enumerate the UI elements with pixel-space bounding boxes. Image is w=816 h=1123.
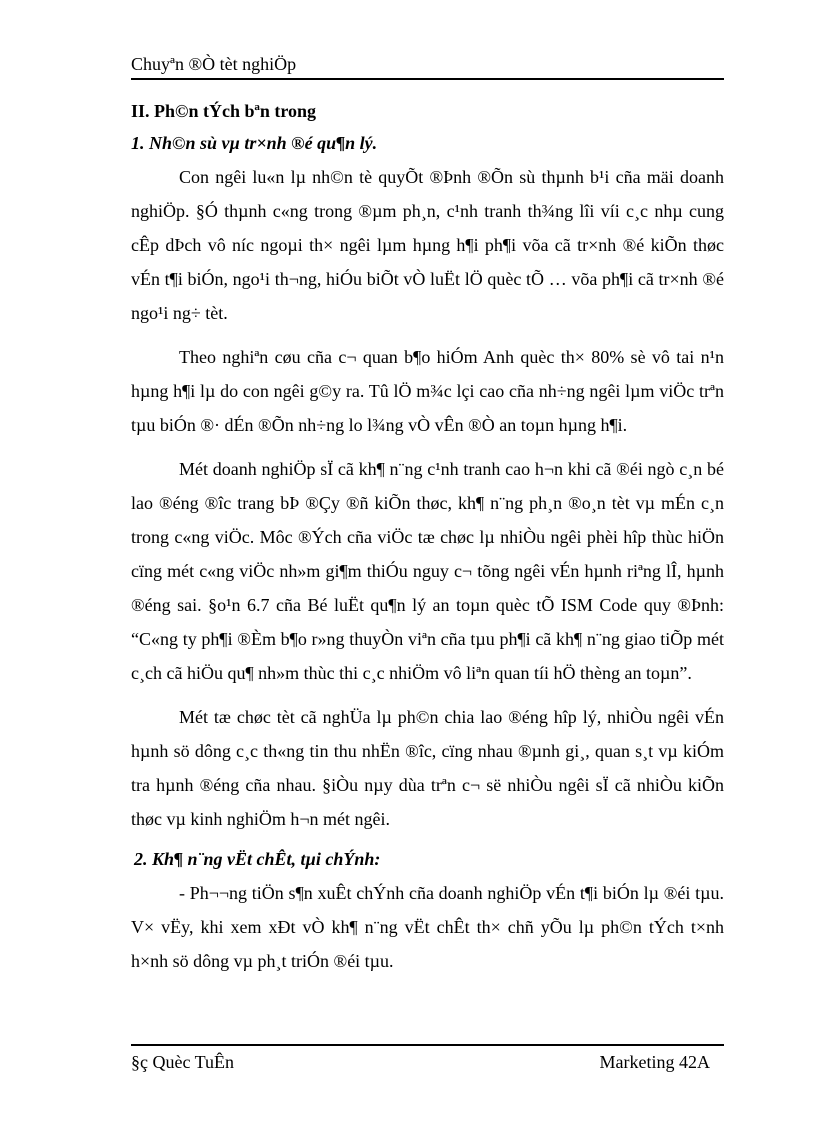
- section-heading: II. Ph©n tÝch bªn trong: [131, 101, 317, 121]
- document-body: [131, 98, 724, 988]
- paragraph: Con ngêi lu«n lµ nh©n tè quyÕt ®Þnh ®Õn sù thµnh b¹i cña mäi doanh nghiÖp. §Ó thµnh c«ng trong ®µm ph¸n, c¹nh tranh th¾ng lîi víi c¸c nhµ cung cÊp dÞch vô níc ngoµi th× ngêi lµm hµng h¶i ph¶i võa cã tr×nh ®é kiÕn thøc vÉn t¶i biÓn, ngo¹i th¬ng, hiÓu biÕt vÒ luËt lÖ quèc tÕ … võa ph¶i cã tr×nh ®é ngo¹i ng÷ tèt.: [131, 167, 724, 323]
- paragraph: Theo nghiªn cøu cña c¬ quan b¶o hiÓm Anh quèc th× 80% sè vô tai n¹n hµng h¶i lµ do con ngêi g©y ra. Tû lÖ m¾c lçi cao cña nh÷ng ngêi lµm viÖc trªn tµu biÓn ®· dÉn ®Õn nh÷ng lo l¾ng vÒ vÊn ®Ò an toµn hµng h¶i.: [131, 347, 724, 435]
- footer-class: Marketing 42A: [599, 1052, 710, 1072]
- page-header: [131, 52, 724, 80]
- paragraph: - Ph¬¬ng tiÖn s¶n xuÊt chÝnh cña doanh nghiÖp vÉn t¶i biÓn lµ ®éi tµu. V× vËy, khi xem xÐt vÒ kh¶ n¨ng vËt chÊt th× chñ yÕu lµ ph©n tÝch t×nh h×nh sö dông vµ ph¸t triÓn ®éi tµu.: [131, 883, 724, 971]
- subsection-2-heading: 2. Kh¶ n¨ng vËt chÊt, tµi chÝnh:: [134, 849, 381, 869]
- header-title: Chuyªn ®Ò tèt nghiÖp: [131, 54, 297, 74]
- paragraph: Mét doanh nghiÖp sÏ cã kh¶ n¨ng c¹nh tranh cao h¬n khi cã ®éi ngò c¸n bé lao ®éng ®îc trang bÞ ®Çy ®ñ kiÕn thøc, kh¶ n¨ng ph¸n ®o¸n tèt vµ mÉn c¸n trong c«ng viÖc. Môc ®Ých cña viÖc tæ chøc lµ nhiÒu ngêi phèi hîp thùc hiÖn cïng mét c«ng viÖc nh»m gi¶m thiÓu nguy c¬ tõng ngêi vÉn hµnh riªng lÎ, hµnh ®éng sai. §o¹n 6.7 cña Bé luËt qu¶n lý an toµn quèc tÕ ISM Code quy ®Þnh: “C«ng ty ph¶i ®Èm b¶o r»ng thuyÒn viªn cña tµu ph¶i cã kh¶ n¨ng giao tiÕp mét c¸ch cã hiÖu qu¶ nh»m thùc thi c¸c nhiÖm vô liªn quan tíi hÖ thèng an toµn”.: [131, 459, 724, 683]
- paragraph: Mét tæ chøc tèt cã nghÜa lµ ph©n chia lao ®éng hîp lý, nhiÒu ngêi vÉn hµnh sö dông c¸c th«ng tin thu nhËn ®îc, cïng nhau ®µnh gi¸, quan s¸t vµ kiÓm tra hµnh ®éng cña nhau. §iÒu nµy dùa trªn c¬ së nhiÒu ngêi sÏ cã nhiÒu kiÕn thøc vµ kinh nghiÖm h¬n mét ngêi.: [131, 707, 724, 829]
- page-footer: [131, 1044, 724, 1076]
- footer-author: §ç Quèc TuÊn: [131, 1052, 234, 1072]
- subsection-1-heading: 1. Nh©n sù vµ tr×nh ®é qu¶n lý.: [131, 133, 378, 153]
